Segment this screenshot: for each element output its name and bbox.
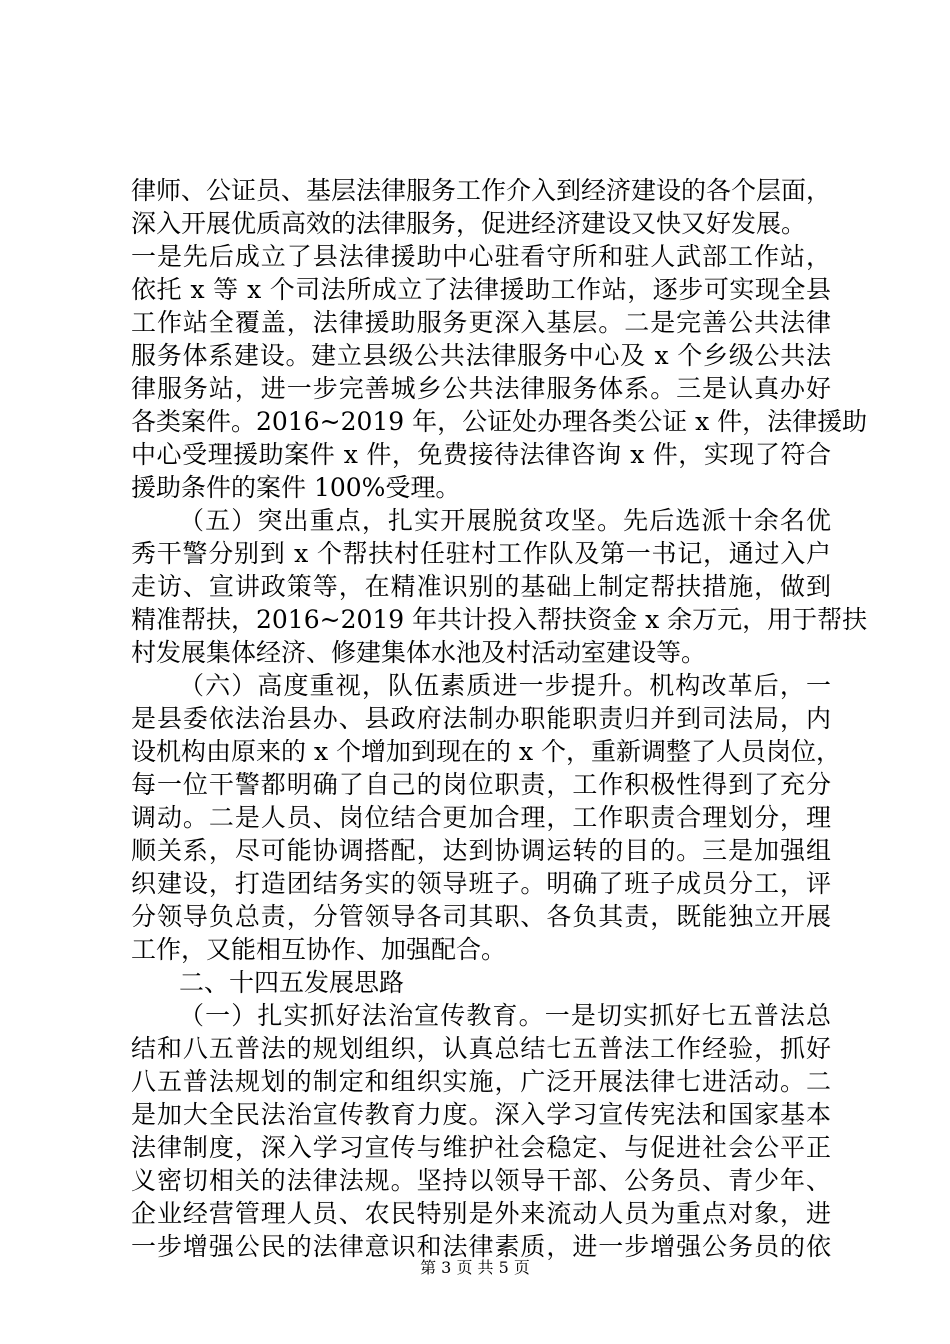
text-line: 是加大全民法治宣传教育力度。深入学习宣传宪法和国家基本 (131, 1100, 831, 1129)
text-line: 每一位干警都明确了自己的岗位职责，工作积极性得到了充分 (131, 770, 831, 799)
text-line: 设机构由原来的 x 个增加到现在的 x 个，重新调整了人员岗位， (131, 737, 841, 766)
text-line: （一）扎实抓好法治宣传教育。一是切实抓好七五普法总 (179, 1001, 831, 1030)
text-line: 一是先后成立了县法律援助中心驻看守所和驻人武部工作站， (131, 242, 831, 271)
text-line: 律服务站，进一步完善城乡公共法律服务体系。三是认真办好 (131, 374, 831, 403)
text-line: 调动。二是人员、岗位结合更加合理，工作职责合理划分，理 (131, 803, 831, 832)
text-line: 织建设，打造团结务实的领导班子。明确了班子成员分工，评 (131, 869, 831, 898)
document-body (131, 174, 868, 1263)
text-line: （六）高度重视，队伍素质进一步提升。机构改革后，一 (179, 671, 831, 700)
text-line: 工作，又能相互协作、加强配合。 (131, 935, 507, 964)
text-line: 中心受理援助案件 x 件，免费接待法律咨询 x 件，实现了符合 (131, 440, 831, 469)
text-line: 服务体系建设。建立县级公共法律服务中心及 x 个乡级公共法 (131, 341, 831, 370)
text-line: 二、十四五发展思路 (179, 968, 405, 997)
text-line: 各类案件。2016~2019 年，公证处办理各类公证 x 件，法律援助 (131, 407, 868, 436)
text-line: 一步增强公民的法律意识和法律素质，进一步增强公务员的依 (131, 1232, 831, 1261)
text-line: 村发展集体经济、修建集体水池及村活动室建设等。 (131, 638, 707, 667)
text-line: （五）突出重点，扎实开展脱贫攻坚。先后选派十余名优 (179, 506, 831, 535)
text-line: 工作站全覆盖，法律援助服务更深入基层。二是完善公共法律 (131, 308, 831, 337)
text-line: 深入开展优质高效的法律服务，促进经济建设又快又好发展。 (131, 209, 807, 238)
text-line: 顺关系，尽可能协调搭配，达到协调运转的目的。三是加强组 (131, 836, 831, 865)
text-line: 是县委依法治县办、县政府法制办职能职责归并到司法局，内 (131, 704, 831, 733)
text-line: 精准帮扶，2016~2019 年共计投入帮扶资金 x 余万元，用于帮扶 (131, 605, 868, 634)
text-line: 结和八五普法的规划组织，认真总结七五普法工作经验，抓好 (131, 1034, 831, 1063)
text-line: 援助条件的案件 100%受理。 (131, 473, 461, 502)
text-line: 律师、公证员、基层法律服务工作介入到经济建设的各个层面， (131, 176, 832, 205)
text-line: 秀干警分别到 x 个帮扶村任驻村工作队及第一书记，通过入户 (131, 539, 831, 568)
text-line: 义密切相关的法律法规。坚持以领导干部、公务员、青少年、 (131, 1166, 831, 1195)
page-footer: 第 3 页 共 5 页 (420, 1258, 530, 1277)
text-line: 分领导负总责，分管领导各司其职、各负其责，既能独立开展 (131, 902, 831, 931)
text-line: 依托 x 等 x 个司法所成立了法律援助工作站，逐步可实现全县 (131, 275, 831, 304)
text-line: 企业经营管理人员、农民特别是外来流动人员为重点对象，进 (131, 1199, 831, 1228)
text-line: 八五普法规划的制定和组织实施，广泛开展法律七进活动。二 (131, 1067, 831, 1096)
text-line: 走访、宣讲政策等，在精准识别的基础上制定帮扶措施，做到 (131, 572, 831, 601)
text-line: 法律制度，深入学习宣传与维护社会稳定、与促进社会公平正 (131, 1133, 831, 1162)
